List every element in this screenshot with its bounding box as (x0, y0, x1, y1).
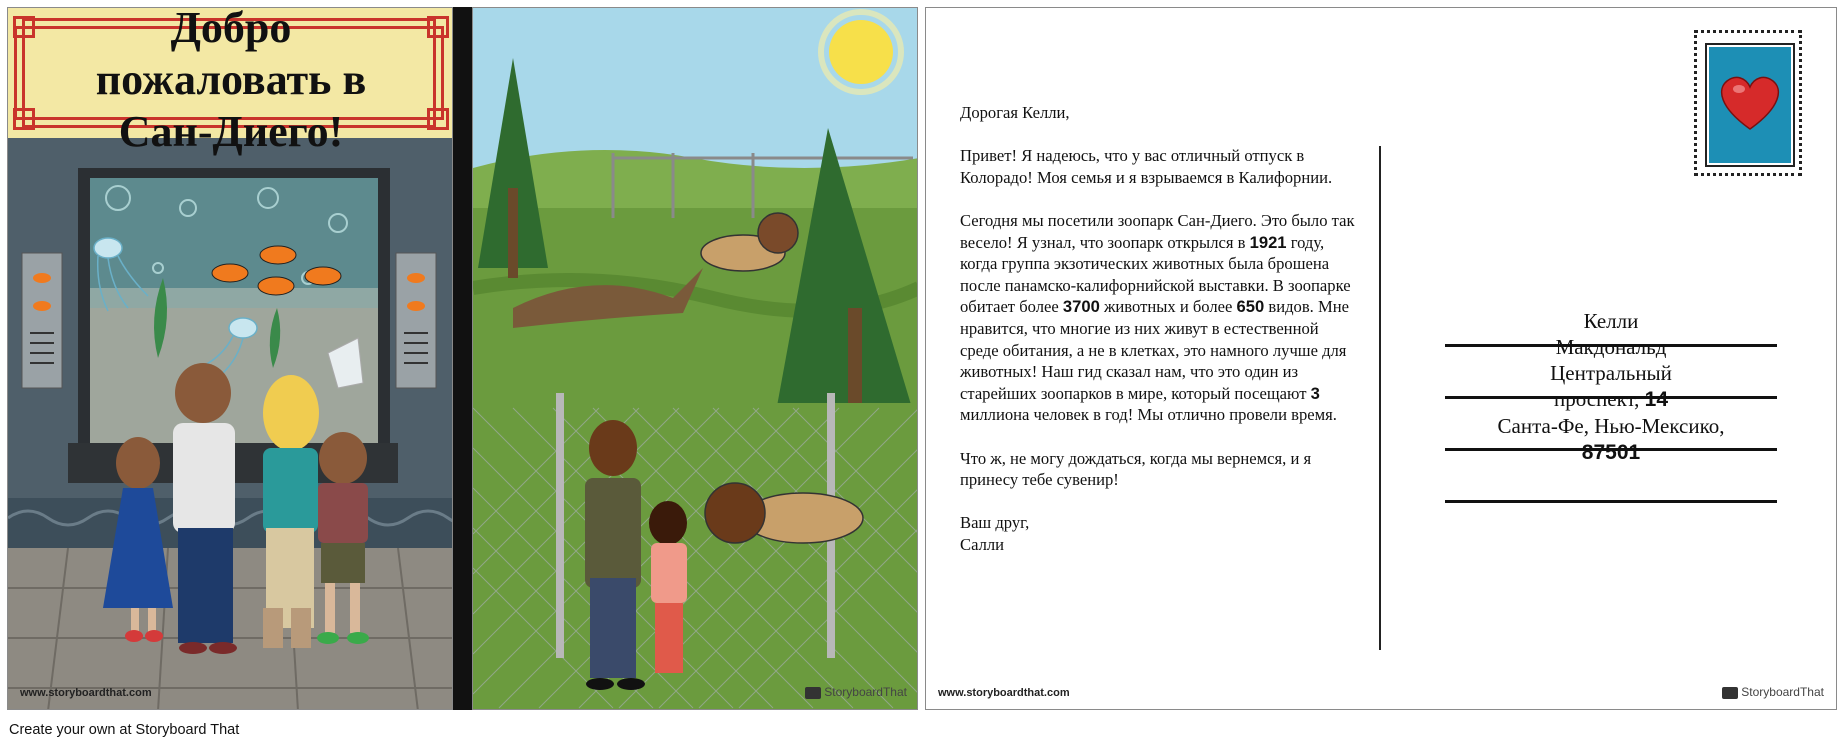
banner-title-line: Добро (170, 7, 292, 52)
watermark-url: www.storyboardthat.com (20, 687, 152, 699)
letter-year: 1921 (1249, 232, 1287, 252)
logo-text: StoryboardThat (1741, 685, 1824, 699)
address-name: Келли (1583, 309, 1639, 333)
postage-stamp (1694, 30, 1802, 176)
panel-aquarium (7, 7, 453, 710)
letter-closing: Ваш друг, (960, 513, 1030, 533)
panel-postcard (925, 7, 1837, 710)
address-street (1436, 386, 1786, 413)
letter-text: миллиона человек в год! Мы отлично провели время. (960, 405, 1337, 425)
letter-species-count: 650 (1236, 297, 1265, 317)
letter-text: Сегодня мы посетили зоопарк Сан-Диего. Это было так весело! Я узнал, что зоопарк открылся в (960, 210, 1355, 252)
banner-title (8, 7, 453, 158)
storyboardthat-logo (1722, 685, 1824, 699)
panel-divider (453, 7, 472, 710)
welcome-banner (8, 7, 453, 156)
storyboardthat-logo (805, 685, 907, 699)
postcard-letter (960, 102, 1355, 555)
address-line (1445, 500, 1777, 503)
letter-signature: Салли (960, 534, 1005, 554)
letter-text: животных и более (1099, 297, 1237, 317)
address-street-number: 14 (1644, 388, 1669, 411)
storyboard-icon (1722, 687, 1738, 699)
letter-animal-count: 3700 (1062, 297, 1100, 317)
address-zip (1436, 439, 1786, 466)
recipient-address (1436, 308, 1786, 466)
letter-paragraph: Привет! Я надеюсь, что у вас отличный отпуск в Колорадо! Моя семья и я взрываемся в Калифорнии. (960, 146, 1333, 187)
address-street: Центральный (1550, 361, 1672, 385)
letter-paragraph: Что ж, не могу дождаться, когда мы вернемся, и я принесу тебе сувенир! (960, 448, 1312, 490)
panel-zoo (472, 7, 918, 710)
letter-text: году, когда группа экзотических животных была брошена после панамско-калифорнийской выставки. В зоопарке обитает более (960, 232, 1351, 317)
letter-text: видов. Мне нравится, что многие из них живут в естественной среде обитания, а не в клетках, это намного лучше для животных! Наш гид сказал нам, что это один из старейших зоопарков в мире, который посещают (960, 297, 1349, 403)
address-street-text: проспект, (1553, 387, 1645, 411)
storyboard-icon (805, 687, 821, 699)
letter-greeting: Дорогая Келли, (960, 103, 1070, 122)
logo-text: StoryboardThat (824, 685, 907, 699)
letter-visitor-count: 3 (1310, 383, 1320, 403)
letter-paragraph (960, 210, 1355, 426)
banner-title-line: пожаловать в (95, 55, 367, 104)
postcard-divider-line (1379, 146, 1381, 650)
zoo-scene (473, 8, 918, 710)
heart-icon (1709, 47, 1791, 163)
watermark-url: www.storyboardthat.com (938, 687, 1070, 699)
stamp-face (1707, 45, 1793, 165)
address-zip-code: 87501 (1581, 441, 1641, 464)
address-name: Макдональд (1555, 335, 1667, 359)
banner-title-line: Сан-Диего! (118, 107, 344, 156)
address-city: Санта-Фе, Нью-Мексико, (1497, 414, 1725, 438)
create-your-own-link[interactable]: Create your own at Storyboard That (9, 722, 240, 738)
